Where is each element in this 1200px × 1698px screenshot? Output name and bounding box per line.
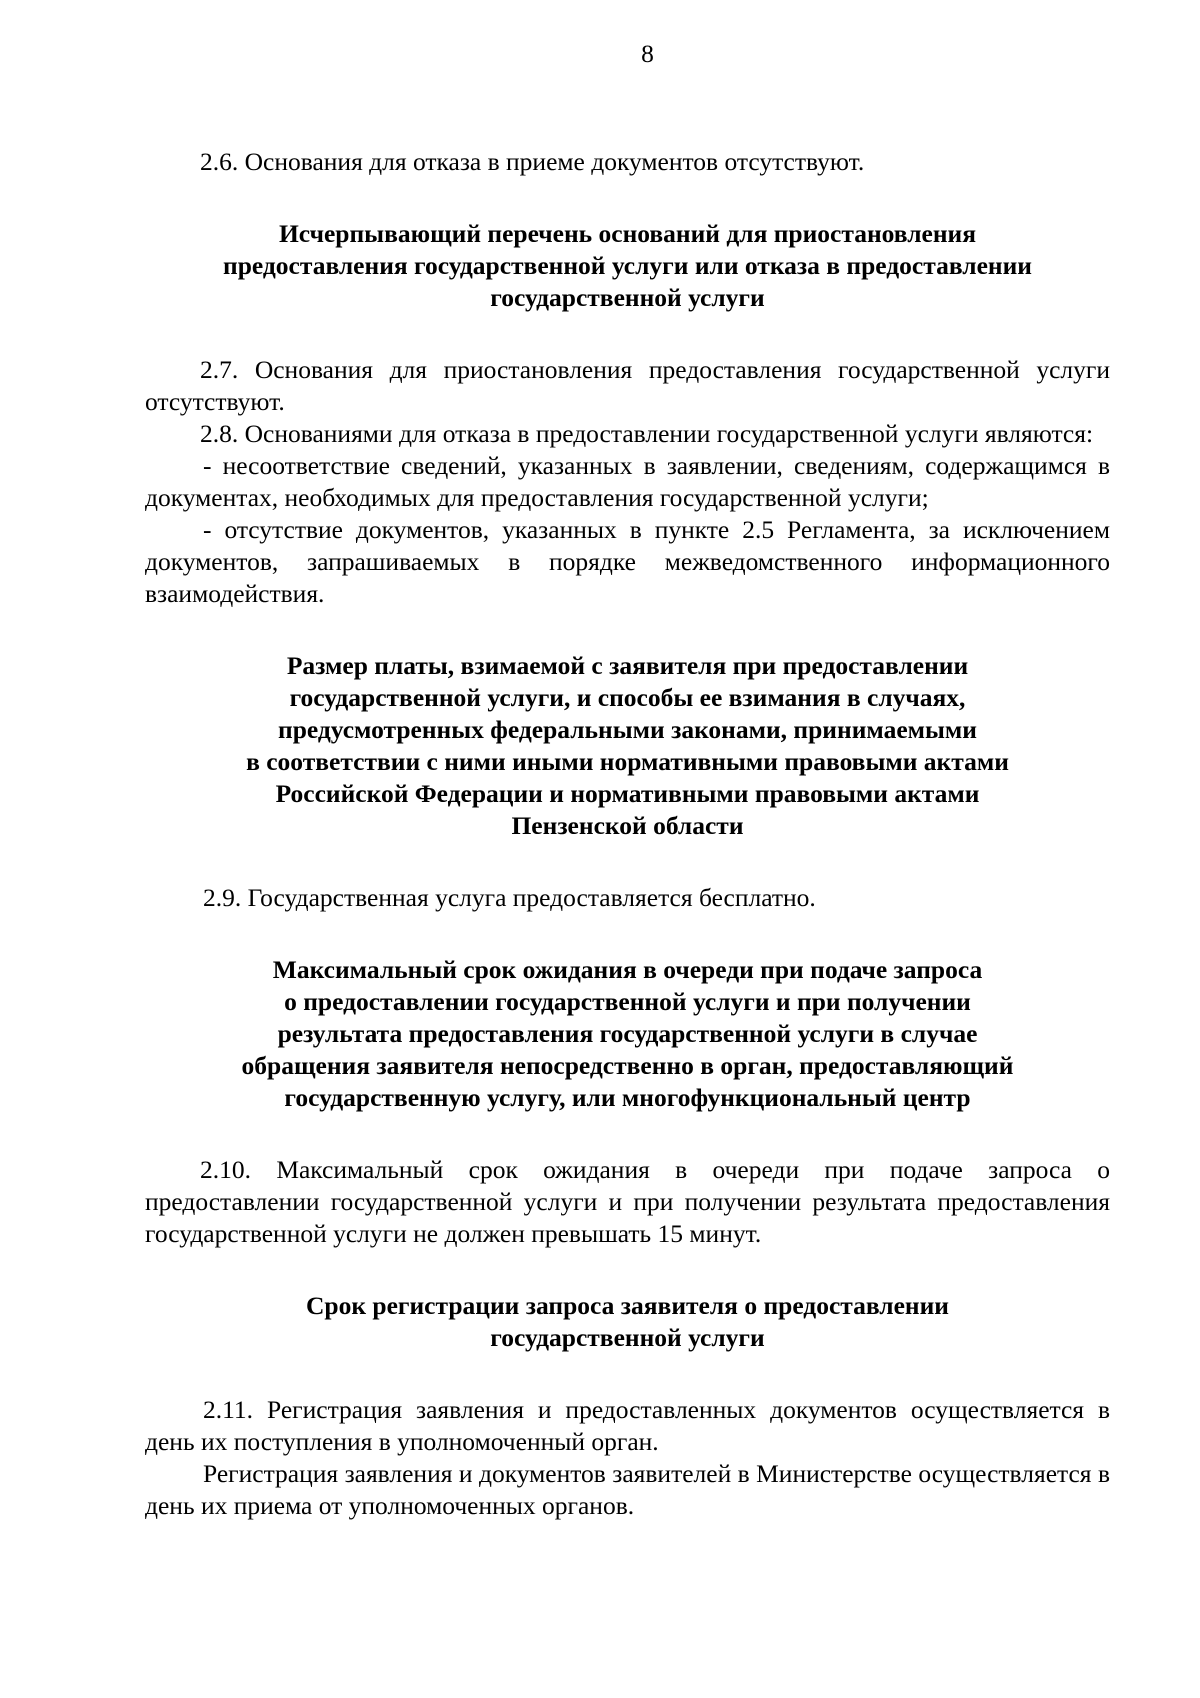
page-number: 8 xyxy=(641,39,654,68)
paragraph-2-8-item-2: - отсутствие документов, указанных в пункте 2.5 Регламента, за исключением документов, запрашиваемых в порядке межведомственного информационного взаимодействия. xyxy=(145,515,1110,608)
paragraph-2-6: 2.6. Основания для отказа в приеме документов отсутствуют. xyxy=(200,147,865,176)
heading-line: Российской Федерации и нормативными правовыми актами xyxy=(275,779,980,808)
heading-fee xyxy=(145,650,1110,842)
heading-line: в соответствии с ними иными нормативными правовыми актами xyxy=(246,747,1009,776)
heading-line: Пензенской области xyxy=(511,811,744,840)
heading-line: результата предоставления государственной услуги в случае xyxy=(277,1019,978,1048)
heading-max-wait-time xyxy=(145,954,1110,1114)
heading-line: о предоставлении государственной услуги и при получении xyxy=(284,987,971,1016)
heading-line: предоставления государственной услуги или отказа в предоставлении xyxy=(223,251,1032,280)
heading-registration-term xyxy=(145,1290,1110,1354)
heading-line: предусмотренных федеральными законами, принимаемыми xyxy=(278,715,977,744)
heading-line: государственной услуги xyxy=(490,1323,765,1352)
paragraph-2-8: 2.8. Основаниями для отказа в предоставлении государственной услуги являются: xyxy=(200,419,1094,448)
heading-line: Исчерпывающий перечень оснований для приостановления xyxy=(278,219,977,248)
paragraph-2-9: 2.9. Государственная услуга предоставляется бесплатно. xyxy=(203,883,816,912)
paragraph-2-11: 2.11. Регистрация заявления и предоставленных документов осуществляется в день их поступления в уполномоченный орган. xyxy=(145,1395,1110,1456)
heading-line: обращения заявителя непосредственно в орган, предоставляющий xyxy=(241,1051,1014,1080)
heading-line: Срок регистрации запроса заявителя о предоставлении xyxy=(305,1291,950,1320)
heading-line: Максимальный срок ожидания в очереди при подаче запроса xyxy=(272,955,983,984)
heading-line: государственной услуги xyxy=(490,283,765,312)
heading-line: государственную услугу, или многофункциональный центр xyxy=(284,1083,971,1112)
heading-line: Размер платы, взимаемой с заявителя при предоставлении xyxy=(286,651,969,680)
paragraph-2-10: 2.10. Максимальный срок ожидания в очереди при подаче запроса о предоставлении государственной услуги и при получении результата предоставления государственной услуги не должен превышать 15 минут. xyxy=(145,1155,1110,1248)
heading-suspension-grounds xyxy=(145,218,1110,314)
heading-line: государственной услуги, и способы ее взимания в случаях, xyxy=(289,683,966,712)
paragraph-2-7: 2.7. Основания для приостановления предоставления государственной услуги отсутствуют. xyxy=(145,355,1110,416)
paragraph-2-11-ministry: Регистрация заявления и документов заявителей в Министерстве осуществляется в день их приема от уполномоченных органов. xyxy=(145,1459,1110,1520)
paragraph-2-8-item-1: - несоответствие сведений, указанных в заявлении, сведениям, содержащимся в документах, необходимых для предоставления государственной услуги; xyxy=(145,451,1110,512)
